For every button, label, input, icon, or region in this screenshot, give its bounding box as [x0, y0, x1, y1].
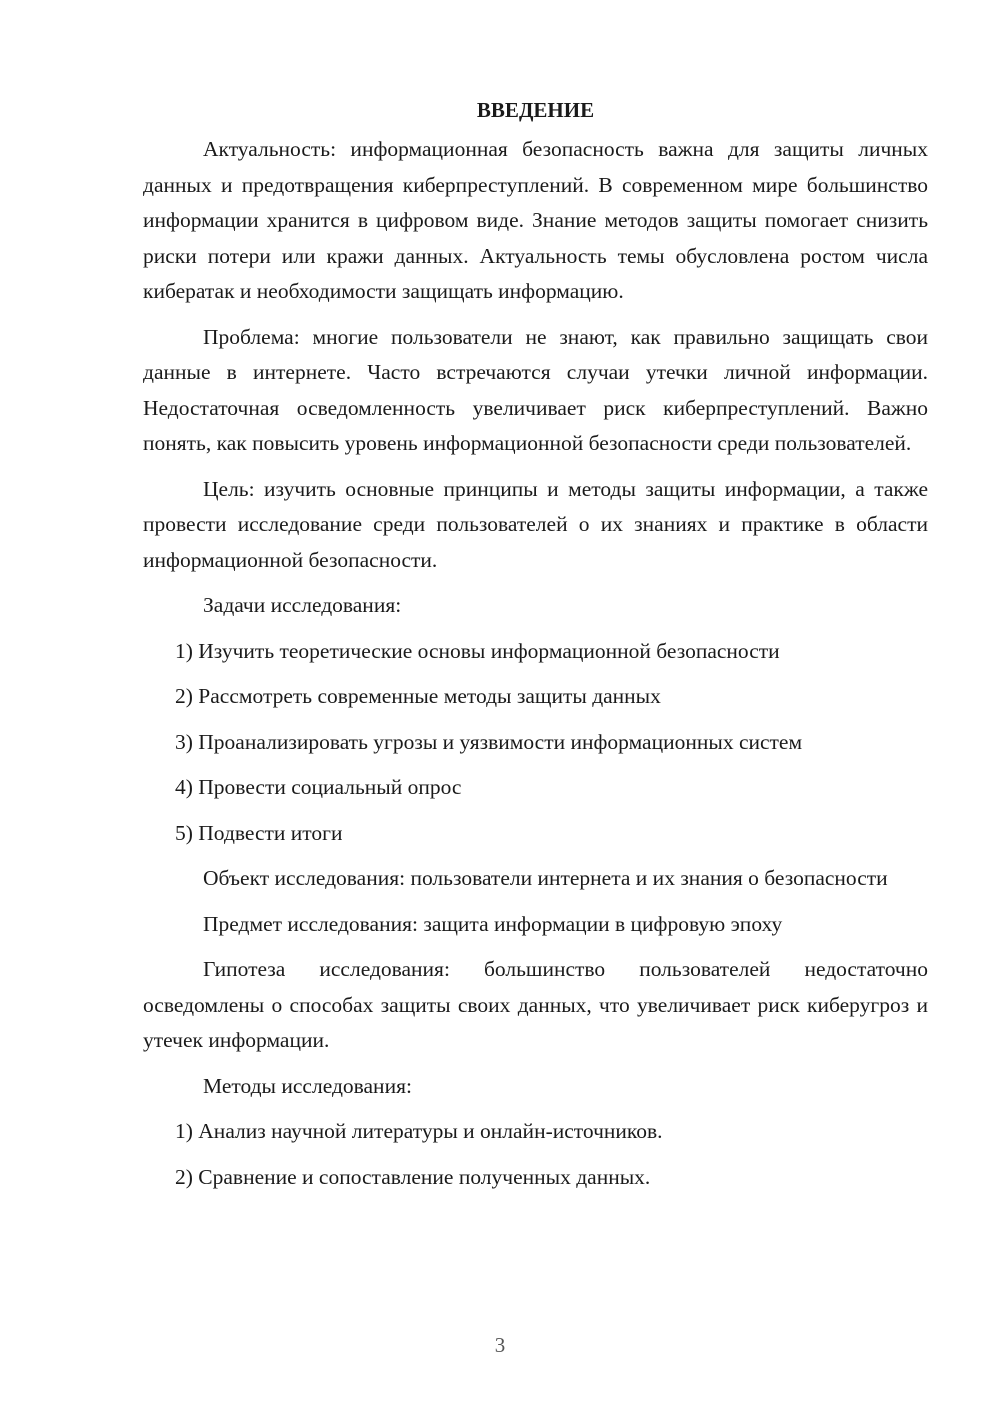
hypothesis-paragraph: Гипотеза исследования: большинство пользователей недостаточно осведомлены о способах защиты своих данных, что увеличивает риск киберугроз и утечек информации. — [143, 957, 928, 1052]
page-number: 3 — [494, 1333, 506, 1357]
subject-paragraph: Предмет исследования: защита информации в цифровую эпоху — [203, 911, 783, 936]
relevance-paragraph: Актуальность: информационная безопасность важна для защиты личных данных и предотвращения киберпреступлений. В современном мире большинство информации хранится в цифровом виде. Знание методов защиты помогает снизить риски потери или кражи данных. Актуальность темы обусловлена ростом числа кибератак и необходимости защищать информацию. — [143, 137, 928, 303]
list-item: 2) Сравнение и сопоставление полученных данных. — [175, 1164, 651, 1189]
methods-heading: Методы исследования: — [203, 1073, 412, 1098]
list-item: 2) Рассмотреть современные методы защиты данных — [175, 684, 661, 708]
document-page — [143, 96, 928, 1205]
list-item: 4) Провести социальный опрос — [175, 775, 462, 799]
goal-paragraph: Цель: изучить основные принципы и методы защиты информации, а также провести исследование среди пользователей о их знаниях и практике в области информационной безопасности. — [143, 476, 928, 572]
page-title: ВВЕДЕНИЕ — [476, 98, 595, 122]
list-item: 1) Анализ научной литературы и онлайн-источников. — [175, 1119, 663, 1143]
problem-paragraph: Проблема: многие пользователи не знают, как правильно защищать свои данные в интернете. Часто встречаются случаи утечки личной информации. Недостаточная осведомленность увеличивает риск киберпреступлений. Важно понять, как повысить уровень информационной безопасности среди пользователей. — [143, 324, 928, 455]
list-item: 1) Изучить теоретические основы информационной безопасности — [175, 638, 780, 663]
list-item: 3) Проанализировать угрозы и уязвимости информационных систем — [175, 729, 803, 754]
list-item: 5) Подвести итоги — [175, 820, 343, 845]
tasks-list — [143, 634, 928, 852]
tasks-heading: Задачи исследования: — [203, 593, 402, 617]
object-paragraph: Объект исследования: пользователи интернета и их знания о безопасности — [203, 866, 888, 890]
methods-list — [143, 1114, 928, 1195]
